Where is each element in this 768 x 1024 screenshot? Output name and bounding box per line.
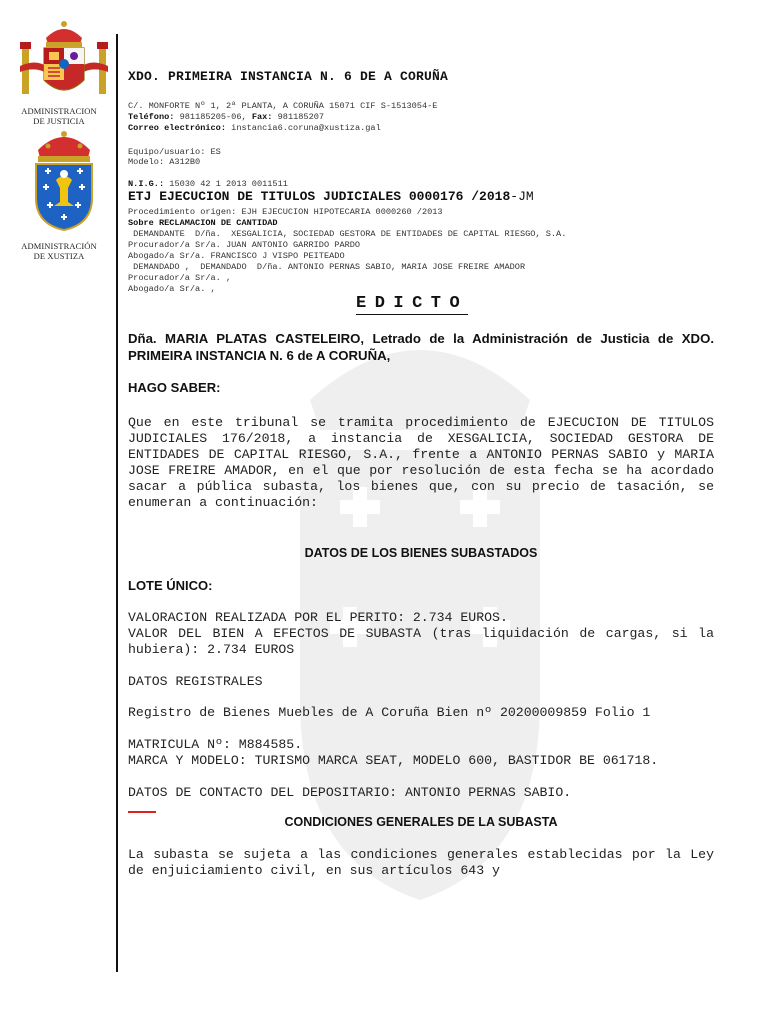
section-condiciones-title: CONDICIONES GENERALES DE LA SUBASTA: [284, 815, 558, 829]
emblem1-label-line1: ADMINISTRACION: [21, 106, 97, 116]
procedure-origin: Procedimiento origen: EJH EJECUCION HIPOTECARIA 0000260 /2013: [128, 207, 443, 217]
emblem1-label-line2: DE JUSTICIA: [33, 116, 85, 126]
procedure-suffix: -JM: [510, 189, 534, 204]
spain-coat-of-arms-icon: [18, 18, 110, 104]
valoracion: VALORACION REALIZADA POR EL PERITO: 2.734 EUROS.: [128, 610, 508, 625]
procedure-title: [128, 189, 534, 204]
main-paragraph: Que en este tribunal se tramita procedimiento de EJECUCION DE TITULOS JUDICIALES 176/2018, a instancia de XESGALICIA, SOCIEDAD GESTORA DE ENTIDADES DE CAPITAL RIESGO, S.A., frente a ANTONIO PERNAS SABIO y MARIA JOSE FREIRE AMADOR, en el que por resolución de esta fecha se ha acordado sacar a pública subasta, los bienes que, con su precio de tasación, se enumeran a continuación:: [128, 415, 714, 510]
emblem2-label: [0, 241, 118, 261]
fax-label: Fax:: [251, 112, 273, 122]
demandado: DEMANDADO , DEMANDADO D/ña. ANTONIO PERNAS SABIO, MARIA JOSE FREIRE AMADOR: [128, 262, 526, 272]
email-value: instancia6.coruna@xustiza.gal: [231, 123, 381, 133]
equipo-usuario: Equipo/usuario: ES: [128, 147, 221, 157]
emblem1-label: [0, 106, 118, 126]
datos-registrales-title: DATOS REGISTRALES: [128, 674, 263, 689]
emblem2-label-line1: ADMINISTRACIÓN: [21, 241, 97, 251]
procedure-number: ETJ EJECUCION DE TITULOS JUDICIALES 0000176 /2018: [128, 189, 511, 204]
matricula: MATRICULA Nº: M884585.: [128, 737, 303, 752]
condiciones-paragraph: La subasta se sujeta a las condiciones generales establecidas por la Ley de enjuiciamiento civil, en sus artículos 643 y: [128, 847, 714, 878]
phone-value: 981185205-06,: [179, 112, 247, 122]
email-label: Correo electrónico:: [128, 123, 226, 133]
court-name: XDO. PRIMEIRA INSTANCIA N. 6 DE A CORUÑA: [128, 69, 449, 84]
nig-value: 15030 42 1 2013 0011511: [169, 179, 288, 189]
margin-rule: [116, 34, 118, 972]
contact-email: [128, 123, 381, 134]
valor-subasta: VALOR DEL BIEN A EFECTOS DE SUBASTA (tras liquidación de cargas, si la hubiera): 2.734 EUROS: [128, 626, 714, 657]
marca-modelo: MARCA Y MODELO: TURISMO MARCA SEAT, MODELO 600, BASTIDOR BE 061718.: [128, 753, 659, 768]
modelo: Modelo: A312B0: [128, 157, 201, 167]
sidebar: [0, 0, 118, 1024]
intro-paragraph: Dña. MARIA PLATAS CASTELEIRO, Letrado de la Administración de Justicia de XDO. PRIMEIRA INSTANCIA N. 6 de A CORUÑA,: [128, 331, 714, 363]
phone-label: Teléfono:: [128, 112, 175, 122]
court-address: C/. MONFORTE Nº 1, 2ª PLANTA, A CORUÑA 15071 CIF S-1513054-E: [128, 101, 438, 111]
demandante: DEMANDANTE D/ña. XESGALICIA, SOCIEDAD GESTORA DE ENTIDADES DE CAPITAL RIESGO, S.A.: [128, 229, 567, 239]
hago-saber: HAGO SABER:: [128, 380, 221, 395]
contact-phone: [128, 112, 324, 123]
nig-label: N.I.G.:: [128, 179, 165, 189]
depositario: DATOS DE CONTACTO DEL DEPOSITARIO: ANTONIO PERNAS SABIO.: [128, 785, 572, 800]
document-title: EDICTO: [356, 294, 469, 313]
section-bienes-title: DATOS DE LOS BIENES SUBASTADOS: [304, 546, 538, 560]
galicia-coat-of-arms-icon: [18, 128, 110, 232]
abogado-1: Abogado/a Sr/a. FRANCISCO J VISPO PEITEADO: [128, 251, 345, 261]
procurador-2: Procurador/a Sr/a. ,: [128, 273, 232, 283]
registro: Registro de Bienes Muebles de A Coruña Bien nº 20200009859 Folio 1: [128, 705, 651, 720]
abogado-2: Abogado/a Sr/a. ,: [128, 284, 216, 294]
procedure-subject: Sobre RECLAMACION DE CANTIDAD: [128, 218, 278, 228]
fax-value: 981185207: [277, 112, 325, 122]
lote-title: LOTE ÚNICO:: [128, 578, 213, 593]
emblem2-label-line2: DE XUSTIZA: [33, 251, 85, 261]
red-mark: [128, 811, 156, 813]
procurador-1: Procurador/a Sr/a. JUAN ANTONIO GARRIDO PARDO: [128, 240, 361, 250]
